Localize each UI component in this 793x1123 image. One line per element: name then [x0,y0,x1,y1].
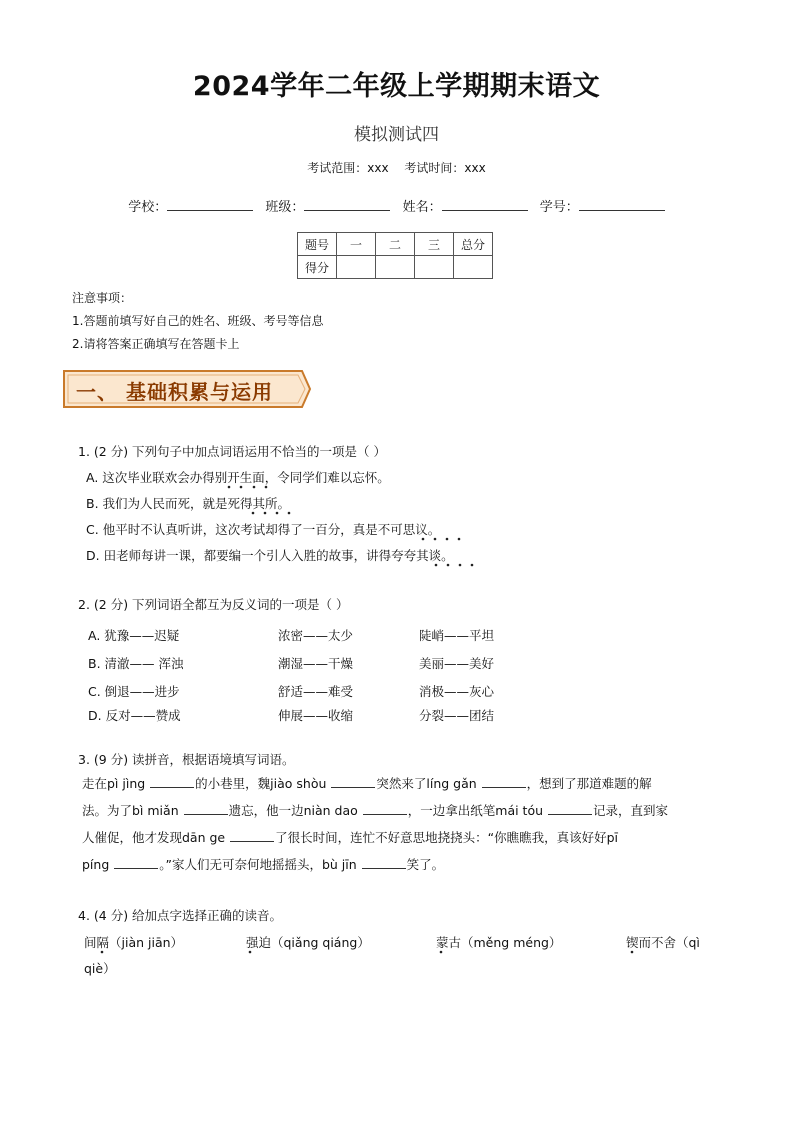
page-title: 2024学年二年级上学期期末语文 [192,71,601,102]
answer-blank[interactable] [362,857,406,869]
class-label: 班级： [265,200,305,215]
q3-line [82,797,722,824]
exam-time: 考试时间：xxx [404,161,486,175]
q4-item[interactable]: 蒙古（měng méng） [436,935,562,950]
option-letter: B. [86,496,99,511]
q2-pair: 美丽——美好 [419,656,495,671]
answer-blank[interactable] [230,830,274,842]
q4-item[interactable]: 锲而不舍（qì [626,935,700,950]
passage-text: 了很长时间，连忙不好意思地挠挠头：“你瞧瞧我，真该好好pī [275,830,618,845]
passage-text: 法。为了bì miǎn [82,803,183,818]
passage-text: 记录，直到家 [593,803,669,818]
q4-emphasis-dots [0,940,793,960]
section-title: 一、 基础积累与运用 [76,380,273,404]
q2-option-d[interactable]: D. 反对——赞成 [88,708,181,723]
q2-option-b[interactable]: B. 清澈—— 浑浊 [88,656,184,671]
q3-passage [82,770,722,878]
answer-blank[interactable] [548,803,592,815]
option-text: 我们为人民而死，就是死得其所。 [102,496,291,511]
q2-option-a[interactable]: A. 犹豫——迟疑 [88,628,180,643]
q2-pair: 消极——灰心 [419,684,495,699]
pinyin-text: 走在pì jìng [82,776,150,791]
passage-text: 笑了。 [406,857,445,872]
q3-line [82,770,722,797]
option-letter: A. [86,470,99,485]
option-letter: C. [86,522,99,537]
passage-text: 遗忘，他一边niàn dao [228,803,362,818]
answer-blank[interactable] [184,803,228,815]
passage-text: 的小巷里，魏jiào shòu [195,776,331,791]
q4-item-tail: qiè） [84,961,116,976]
score-header-cell: 三 [415,233,454,256]
q4-item[interactable]: 强迫（qiǎng qiáng） [246,935,370,950]
passage-text: píng [82,857,114,872]
q3-line [82,851,722,878]
option-text: 这次毕业联欢会办得别开生面，令同学们难以忘怀。 [102,470,390,485]
answer-blank[interactable] [150,776,194,788]
score-row-label: 得分 [298,256,337,279]
passage-text: ，想到了那道难题的解 [526,776,652,791]
q2-option-c[interactable]: C. 倒退——进步 [88,684,180,699]
q4-item[interactable]: 间隔（jiàn jiān） [84,935,184,950]
score-header-cell: 题号 [298,233,337,256]
passage-text: ，一边拿出纸笔mái tóu [407,803,547,818]
score-header-cell: 总分 [454,233,493,256]
q2-pair: 伸展——收缩 [278,708,354,723]
notice-title: 注意事项： [72,291,133,305]
option-text: 田老师每讲一课，都要编一个引人入胜的故事，讲得夸夸其谈。 [103,548,454,563]
q2-pair: 潮湿——干燥 [278,656,354,671]
exam-range: 考试范围：xxx [307,161,389,175]
q1-stem: 1. (2 分) 下列句子中加点词语运用不恰当的一项是（ ） [78,444,387,459]
notice-item: 2.请将答案正确填写在答题卡上 [72,337,240,351]
q2-stem: 2. (2 分) 下列词语全都互为反义词的一项是（ ） [78,597,349,612]
q2-pair: 浓密——太少 [278,628,354,643]
score-header-cell: 一 [337,233,376,256]
q2-pair: 分裂——团结 [419,708,495,723]
answer-blank[interactable] [363,803,407,815]
score-header-cell: 二 [376,233,415,256]
name-label: 姓名： [402,200,442,215]
passage-text: 人催促，他才发现dān ge [82,830,230,845]
q4-stem: 4. (4 分) 给加点字选择正确的读音。 [78,908,283,923]
page-subtitle: 模拟测试四 [354,125,439,145]
option-text: 他平时不认真听讲，这次考试却得了一百分，真是不可思议。 [102,522,441,537]
option-letter: D. [86,548,100,563]
school-label: 学校： [128,200,168,215]
q3-stem: 3. (9 分) 读拼音，根据语境填写词语。 [78,752,295,767]
q2-pair: 舒适——难受 [278,684,354,699]
passage-text: 。”家人们无可奈何地摇摇头，bù jīn [159,857,361,872]
passage-text: 突然来了líng gǎn [376,776,481,791]
answer-blank[interactable] [331,776,375,788]
answer-blank[interactable] [114,857,158,869]
q3-line [82,824,722,851]
answer-blank[interactable] [482,776,526,788]
notice-item: 1.答题前填写好自己的姓名、班级、考号等信息 [72,314,324,328]
q2-pair: 陡峭——平坦 [419,628,495,643]
number-label: 学号： [539,200,579,215]
